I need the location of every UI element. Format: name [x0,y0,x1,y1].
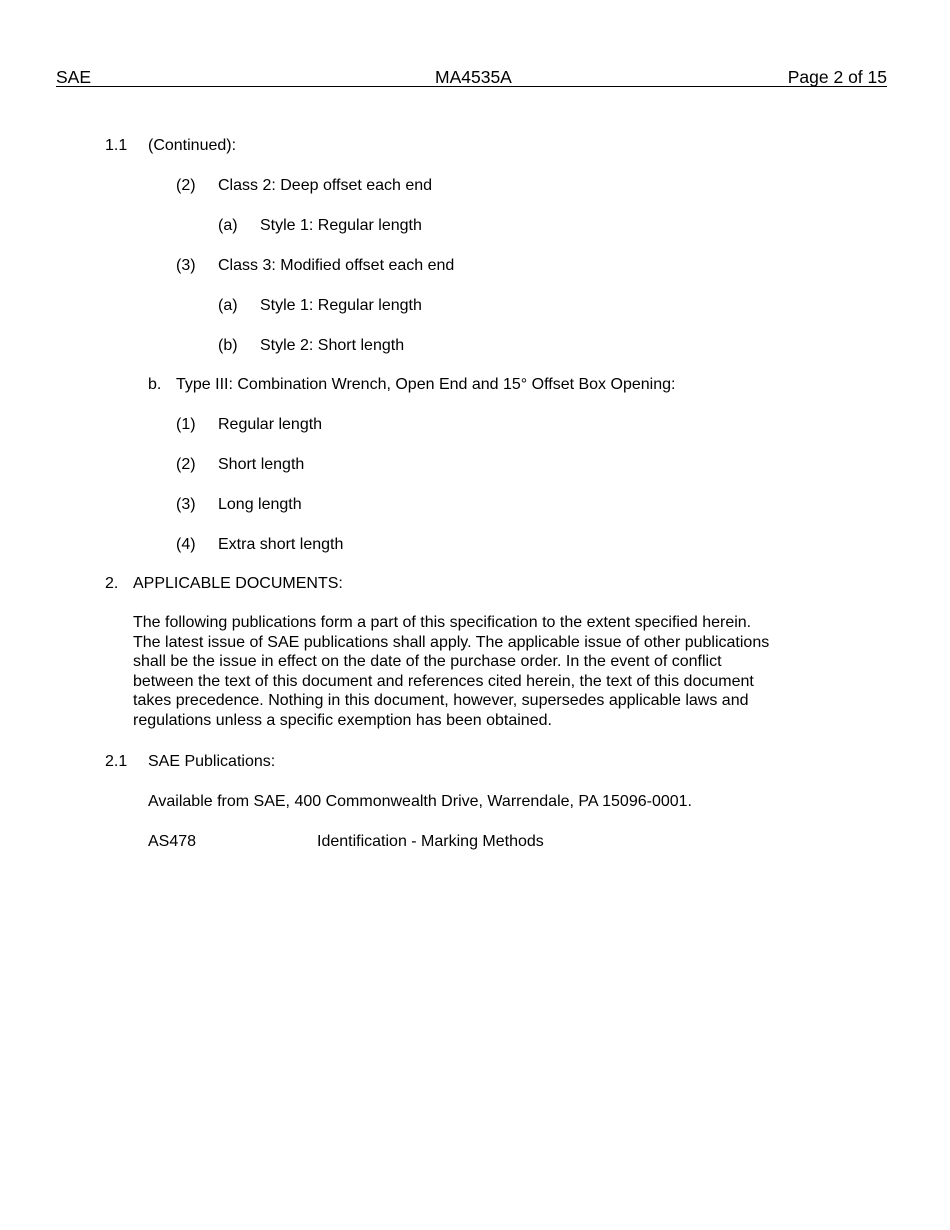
section-number: 1.1 [105,137,128,154]
list-item-number: (a) [218,297,238,314]
section-heading: APPLICABLE DOCUMENTS: [133,575,343,592]
section-heading: SAE Publications: [148,753,276,770]
list-item-text: Class 3: Modified offset each end [218,257,455,274]
applicable-documents-paragraph [133,613,833,730]
list-item-number: (b) [218,337,238,354]
section-heading: (Continued): [148,137,237,154]
reference-code: AS478 [148,833,197,850]
list-item-text: Style 1: Regular length [260,297,422,314]
list-item-text: Style 2: Short length [260,337,405,354]
header-left-org: SAE [56,67,92,87]
list-item-number: (2) [176,177,196,194]
paragraph-line: The following publications form a part of this specification to the extent specified herein. [133,614,752,631]
section-number: 2.1 [105,753,128,770]
list-item-text: Long length [218,496,302,513]
paragraph-line: between the text of this document and references cited herein, the text of this document [133,672,754,690]
section-number: 2. [105,575,119,592]
list-item-text: Short length [218,456,305,473]
list-item-number: (3) [176,257,196,274]
list-item-text: Regular length [218,416,323,433]
list-item-text: Type III: Combination Wrench, Open End and 15° Offset Box Opening: [176,376,676,393]
list-item-text: Class 2: Deep offset each end [218,177,433,194]
list-item-number: (1) [176,416,196,433]
list-item-number: (2) [176,456,196,473]
paragraph-line: shall be the issue in effect on the date of the purchase order. In the event of conflict [133,653,722,670]
reference-title: Identification - Marking Methods [317,833,544,850]
header-rule [56,86,887,87]
header-document-number: MA4535A [435,67,512,87]
header-page-number: Page 2 of 15 [787,67,887,87]
list-item-number: (4) [176,536,196,553]
paragraph-line: The latest issue of SAE publications shall apply. The applicable issue of other publications [133,633,770,651]
availability-note: Available from SAE, 400 Commonwealth Drive, Warrendale, PA 15096-0001. [148,793,692,810]
list-item-number: b. [148,376,162,393]
paragraph-line: takes precedence. Nothing in this document, however, supersedes applicable laws and [133,692,749,709]
list-item-text: Extra short length [218,536,344,553]
list-item-text: Style 1: Regular length [260,217,422,234]
paragraph-line: regulations unless a specific exemption has been obtained. [133,711,552,729]
list-item-number: (3) [176,496,196,513]
list-item-number: (a) [218,217,238,234]
